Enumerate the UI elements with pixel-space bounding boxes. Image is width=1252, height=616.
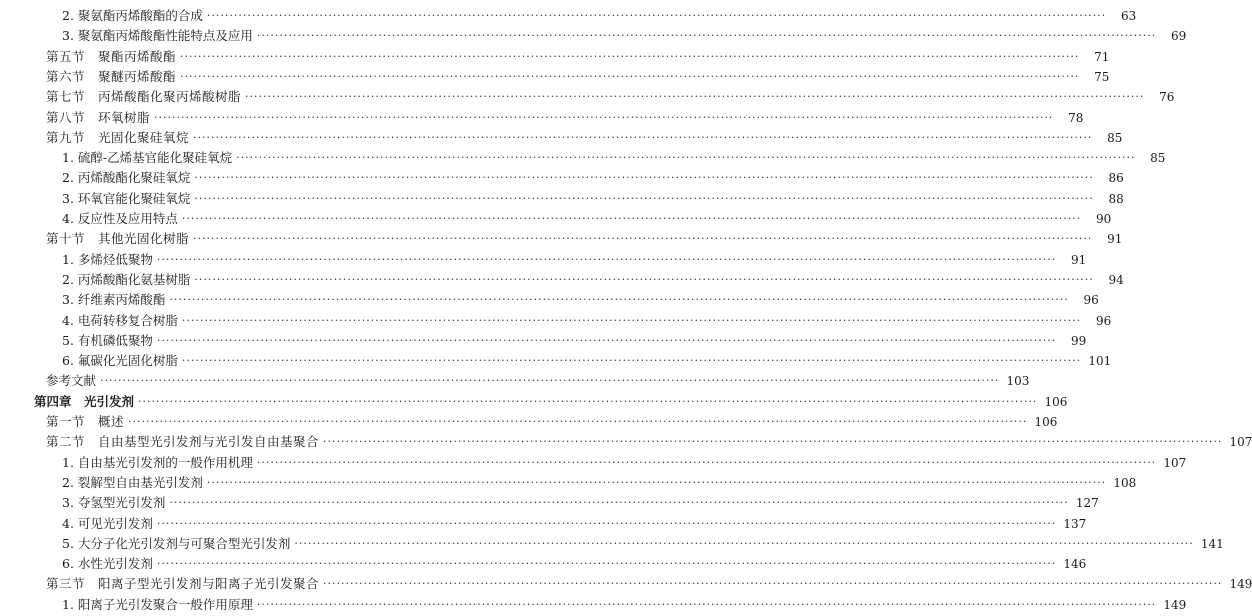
toc-entry-page-number: 71	[1094, 49, 1110, 64]
toc-entry-title: 1. 多烯烃低聚物	[62, 251, 153, 267]
toc-entry-page-number: 90	[1095, 212, 1112, 226]
dot-leader: ········································································································································································································	[154, 110, 1054, 124]
toc-entry	[0, 573, 1252, 595]
dot-leader: ········································································································································································································	[206, 9, 1107, 22]
toc-entry-title: 第五节 聚酯丙烯酸酯	[46, 48, 177, 64]
toc-entry-page-number: 63	[1120, 9, 1137, 23]
toc-entry-page-number: 96	[1095, 313, 1112, 328]
toc-entry-title: 2. 裂解型自由基光引发剂	[62, 474, 203, 490]
dot-leader: ········································································································································································································	[256, 597, 1157, 611]
toc-entry-page-number: 91	[1107, 232, 1123, 247]
toc-entry	[0, 513, 1087, 535]
toc-entry-page-number: 127	[1075, 496, 1099, 511]
dot-leader: ········································································································································································································	[180, 49, 1080, 63]
toc-entry-title: 3. 聚氨酯丙烯酸酯性能特点及应用	[62, 28, 253, 44]
dot-leader: ········································································································································································································	[169, 293, 1069, 307]
toc-entry-title: 6. 氟碳化光固化树脂	[62, 353, 178, 369]
dot-leader: ········································································································································································································	[180, 69, 1080, 83]
toc-entry	[0, 188, 1124, 210]
toc-entry	[0, 208, 1112, 230]
dot-leader: ········································································································································································································	[193, 232, 1093, 246]
toc-entry-page-number: 149	[1163, 597, 1187, 612]
dot-leader: ········································································································································································································	[323, 435, 1223, 449]
dot-leader: ········································································································································································································	[138, 394, 1038, 408]
toc-entry	[0, 228, 1123, 250]
toc-entry	[0, 370, 1030, 392]
toc-entry	[0, 167, 1124, 189]
toc-entry	[0, 249, 1087, 271]
dot-leader: ········································································································································································································	[100, 374, 1000, 388]
toc-entry	[0, 66, 1110, 88]
dot-leader: ········································································································································································································	[156, 333, 1057, 347]
toc-entry-title: 第十节 其他光固化树脂	[46, 231, 190, 247]
toc-entry-title: 2. 丙烯酸酯化氨基树脂	[62, 271, 191, 287]
toc-entry-title: 第七节 丙烯酸酯化聚丙烯酸树脂	[46, 89, 242, 105]
toc-entry	[0, 310, 1112, 332]
toc-entry-title: 5. 大分子化光引发剂与可聚合型光引发剂	[62, 535, 291, 551]
toc-entry-page-number: 106	[1034, 415, 1058, 429]
dot-leader: ········································································································································································································	[323, 577, 1223, 591]
toc-entry	[0, 553, 1087, 575]
toc-entry-title: 1. 自由基光引发剂的一般作用机理	[62, 454, 253, 470]
dot-leader: ········································································································································································································	[128, 415, 1028, 428]
toc-entry	[0, 350, 1112, 372]
toc-entry-page-number: 69	[1170, 29, 1187, 44]
toc-entry-title: 第九节 光固化聚硅氧烷	[46, 129, 190, 145]
toc-entry	[0, 5, 1137, 27]
toc-entry-title: 第一节 概述	[46, 414, 125, 429]
toc-entry-title: 第四章 光引发剂	[34, 393, 135, 409]
toc-entry-page-number: 107	[1229, 435, 1252, 450]
toc-entry	[0, 452, 1187, 474]
dot-leader: ········································································································································································································	[194, 191, 1094, 205]
toc-entry	[0, 127, 1123, 149]
toc-entry-page-number: 85	[1150, 151, 1166, 166]
toc-entry-page-number: 107	[1163, 455, 1187, 470]
toc-entry-title: 4. 可见光引发剂	[62, 515, 153, 531]
toc-entry-page-number: 103	[1006, 374, 1030, 389]
toc-entry	[0, 147, 1166, 169]
toc-entry-page-number: 101	[1088, 354, 1112, 369]
toc-entry-page-number: 85	[1107, 130, 1123, 145]
dot-leader: ········································································································································································································	[181, 313, 1082, 327]
toc-entry-title: 第六节 聚醚丙烯酸酯	[46, 68, 177, 84]
toc-entry-title: 1. 阳离子光引发聚合一般作用原理	[62, 596, 253, 612]
dot-leader: ········································································································································································································	[245, 90, 1145, 104]
toc-entry-page-number: 99	[1070, 333, 1087, 348]
toc-entry-title: 第二节 自由基型光引发剂与光引发自由基聚合	[46, 434, 320, 450]
toc-entry	[0, 269, 1124, 291]
toc-entry-page-number: 94	[1108, 272, 1124, 287]
toc-entry-title: 3. 夺氢型光引发剂	[62, 495, 166, 511]
toc-entry-page-number: 149	[1229, 577, 1252, 592]
toc-entry-page-number: 88	[1108, 191, 1124, 206]
dot-leader: ········································································································································································································	[194, 272, 1094, 286]
toc-entry-page-number: 96	[1083, 293, 1099, 308]
toc-entry	[0, 289, 1099, 311]
toc-entry	[0, 492, 1099, 514]
toc-entry-title: 第八节 环氧树脂	[46, 109, 151, 125]
toc-entry	[0, 46, 1110, 68]
toc-entry-page-number: 108	[1113, 475, 1137, 490]
toc-entry-title: 第三节 阳离子型光引发剂与阳离子光引发聚合	[46, 576, 320, 592]
toc-entry-title: 2. 聚氨酯丙烯酸酯的合成	[62, 8, 203, 23]
toc-entry	[0, 330, 1087, 352]
toc-entry-title: 6. 水性光引发剂	[62, 556, 153, 572]
toc-entry-page-number: 75	[1094, 69, 1110, 84]
toc-entry-page-number: 137	[1063, 516, 1087, 531]
toc-entry	[0, 86, 1175, 108]
dot-leader: ········································································································································································································	[156, 252, 1057, 266]
toc-entry	[0, 25, 1187, 47]
dot-leader: ········································································································································································································	[181, 212, 1082, 225]
dot-leader: ········································································································································································································	[193, 130, 1093, 144]
dot-leader: ········································································································································································································	[169, 496, 1069, 510]
toc-entry	[0, 533, 1224, 555]
toc-entry-page-number: 141	[1200, 536, 1224, 551]
dot-leader: ········································································································································································································	[181, 354, 1082, 368]
toc-entry-page-number: 78	[1068, 110, 1084, 125]
dot-leader: ········································································································································································································	[256, 29, 1157, 43]
toc-entry-title: 2. 丙烯酸酯化聚硅氧烷	[62, 170, 191, 186]
toc-entry	[0, 594, 1187, 616]
toc-entry-page-number: 91	[1070, 252, 1087, 267]
toc-entry-title: 参考文献	[46, 373, 97, 389]
toc-entry-page-number: 76	[1159, 90, 1175, 105]
toc-entry	[0, 431, 1252, 453]
toc-entry	[0, 107, 1084, 129]
toc-entry-page-number: 146	[1063, 557, 1087, 572]
dot-leader: ········································································································································································································	[206, 475, 1107, 489]
toc-entry	[0, 391, 1068, 413]
dot-leader: ········································································································································································································	[156, 516, 1057, 530]
toc-entry	[0, 411, 1058, 433]
toc-entry	[0, 472, 1137, 494]
dot-leader: ········································································································································································································	[194, 171, 1094, 185]
toc-entry-title: 3. 环氧官能化聚硅氧烷	[62, 190, 191, 206]
dot-leader: ········································································································································································································	[256, 455, 1157, 469]
toc-entry-page-number: 106	[1044, 394, 1068, 409]
toc-entry-title: 4. 反应性及应用特点	[62, 211, 178, 226]
dot-leader: ········································································································································································································	[294, 536, 1194, 550]
toc-entry-title: 5. 有机磷低聚物	[62, 332, 153, 348]
toc-entry-page-number: 86	[1108, 171, 1124, 186]
toc-entry-title: 4. 电荷转移复合树脂	[62, 312, 178, 328]
toc-entry-title: 1. 硫醇-乙烯基官能化聚硅氧烷	[62, 150, 233, 166]
dot-leader: ········································································································································································································	[156, 557, 1057, 571]
toc-entry-title: 3. 纤维素丙烯酸酯	[62, 292, 166, 308]
dot-leader: ········································································································································································································	[236, 151, 1136, 165]
